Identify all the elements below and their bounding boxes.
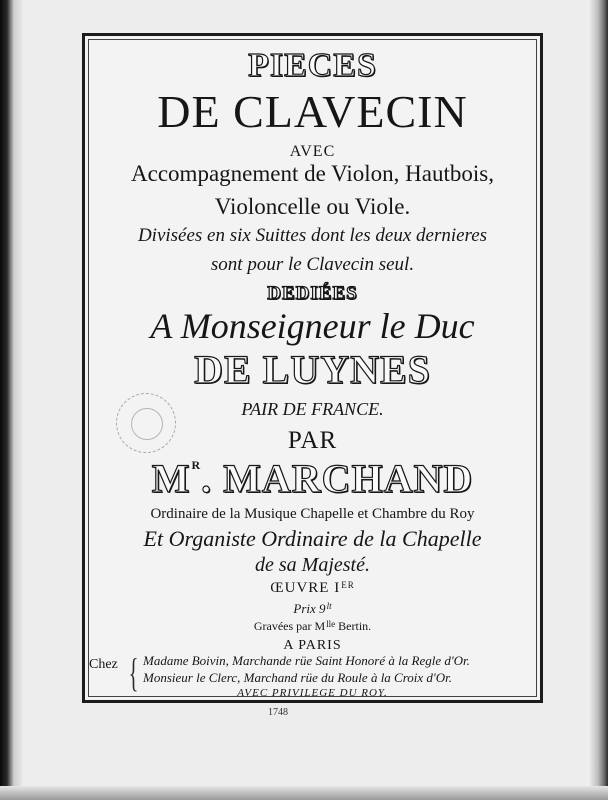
- title-line-pieces: PIECES: [248, 47, 377, 84]
- line-par: PAR: [287, 427, 338, 454]
- crown-emblem: [131, 408, 163, 440]
- opus-number: [85, 581, 540, 596]
- author-name: [85, 456, 540, 501]
- library-stamp: [116, 393, 176, 453]
- privilege-line: AVEC PRIVILEGE DU ROY.: [237, 687, 388, 699]
- opus-label: ŒUVRE I: [270, 580, 341, 596]
- book-spine: [0, 0, 22, 800]
- page-edge: [590, 0, 608, 800]
- engraver-name: Bertin.: [335, 619, 372, 633]
- price-label: Prix 9: [293, 601, 326, 616]
- line-pair-de-france: PAIR DE FRANCE.: [241, 399, 384, 419]
- price: [85, 602, 540, 615]
- line-majeste: de sa Majesté.: [255, 554, 370, 576]
- line-avec: AVEC: [289, 143, 336, 160]
- author-prefix-superscript: R: [191, 458, 202, 472]
- line-violoncelle: Violoncelle ou Viole.: [214, 194, 411, 219]
- line-ordinaire-musique: Ordinaire de la Musique Chapelle et Chambre du Roy: [150, 506, 475, 522]
- seller-line-boivin: Madame Boivin, Marchande rüe Saint Honoré à la Regle d'Or.: [143, 653, 470, 668]
- page-bottom-edge: [0, 786, 608, 800]
- title-line-de-clavecin: DE CLAVECIN: [157, 86, 468, 137]
- title-page-frame: [82, 33, 543, 703]
- line-instruments: Accompagnement de Violon, Hautbois,: [131, 161, 494, 186]
- place-paris: A PARIS: [283, 638, 342, 653]
- opus-superscript: ER: [341, 580, 355, 590]
- engraver-superscript: lle: [326, 619, 336, 629]
- chez-label: Chez: [89, 657, 118, 672]
- line-suittes: Divisées en six Suittes dont les deux dernieres: [137, 225, 488, 246]
- engraver-label: Gravées par M: [253, 619, 326, 633]
- seller-line-leclerc: Monsieur le Clerc, Marchand rüe du Roule à la Croix d'Or.: [143, 670, 452, 685]
- engraver-line: [85, 620, 540, 632]
- handwritten-shelfmark: 1748: [268, 707, 288, 718]
- line-de-luynes: DE LUYNES: [194, 347, 431, 392]
- brace-symbol: {: [128, 650, 139, 695]
- author-prefix: M: [151, 456, 191, 501]
- line-dediees: DEDIÉES: [267, 283, 358, 304]
- price-superscript: lt: [326, 601, 332, 611]
- author-surname: . MARCHAND: [201, 456, 474, 501]
- line-organiste: Et Organiste Ordinaire de la Chapelle: [143, 526, 482, 551]
- line-clavecin-seul: sont pour le Clavecin seul.: [210, 254, 415, 275]
- line-monseigneur: A Monseigneur le Duc: [150, 306, 475, 346]
